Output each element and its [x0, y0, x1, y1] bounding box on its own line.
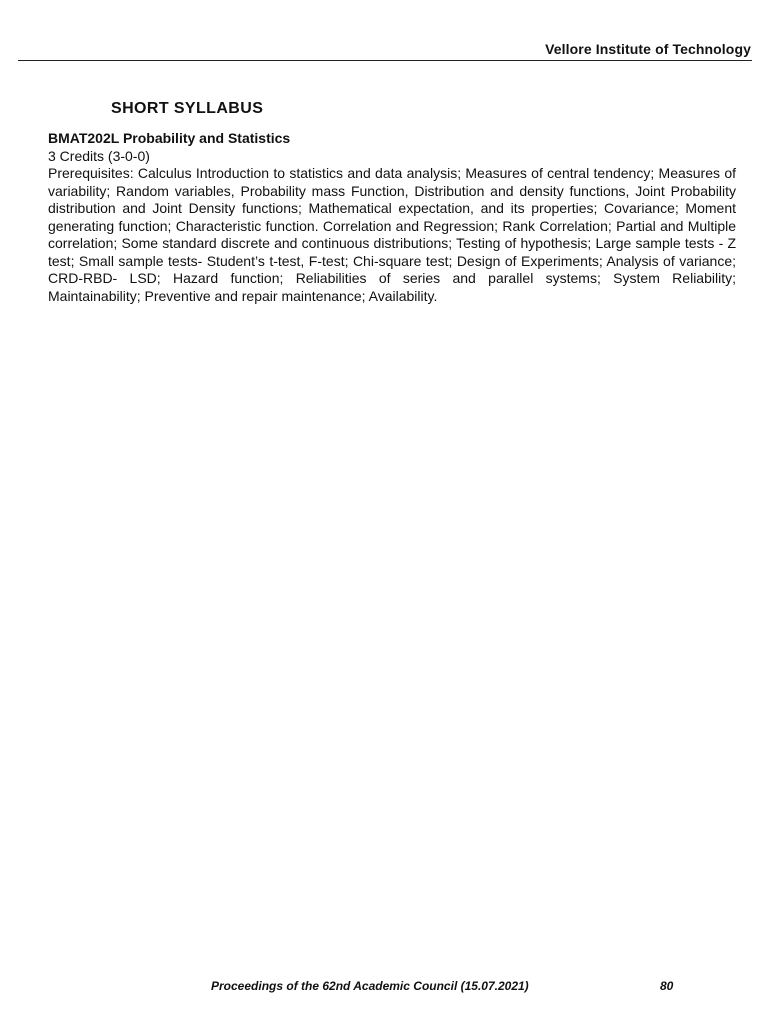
course-title: BMAT202L Probability and Statistics	[48, 130, 291, 146]
course-credits: 3 Credits (3-0-0)	[48, 147, 150, 164]
section-heading: SHORT SYLLABUS	[111, 100, 264, 117]
header-divider	[18, 60, 752, 61]
syllabus-block	[48, 130, 736, 305]
header-institution-name: Vellore Institute of Technology	[545, 41, 751, 57]
footer-page-number: 80	[660, 979, 674, 993]
footer-proceedings: Proceedings of the 62nd Academic Council (15.07.2021)	[211, 979, 529, 993]
course-description: Prerequisites: Calculus Introduction to statistics and data analysis; Measures of central tendency; Measures of variability; Random variables, Probability mass Function, Distribution and density functions, Joint Probability distribution and Joint Density functions; Mathematical expectation, and its properties; Covariance; Moment generating function; Characteristic function. Correlation and Regression; Rank Correlation; Partial and Multiple correlation; Some standard discrete and continuous distributions; Testing of hypothesis; Large sample tests - Z test; Small sample tests- Student’s t-test, F-test; Chi-square test; Design of Experiments; Analysis of variance; CRD-RBD- LSD; Hazard function; Reliabilities of series and parallel systems; System Reliability; Maintainability; Preventive and repair maintenance; Availability.	[48, 165, 736, 304]
